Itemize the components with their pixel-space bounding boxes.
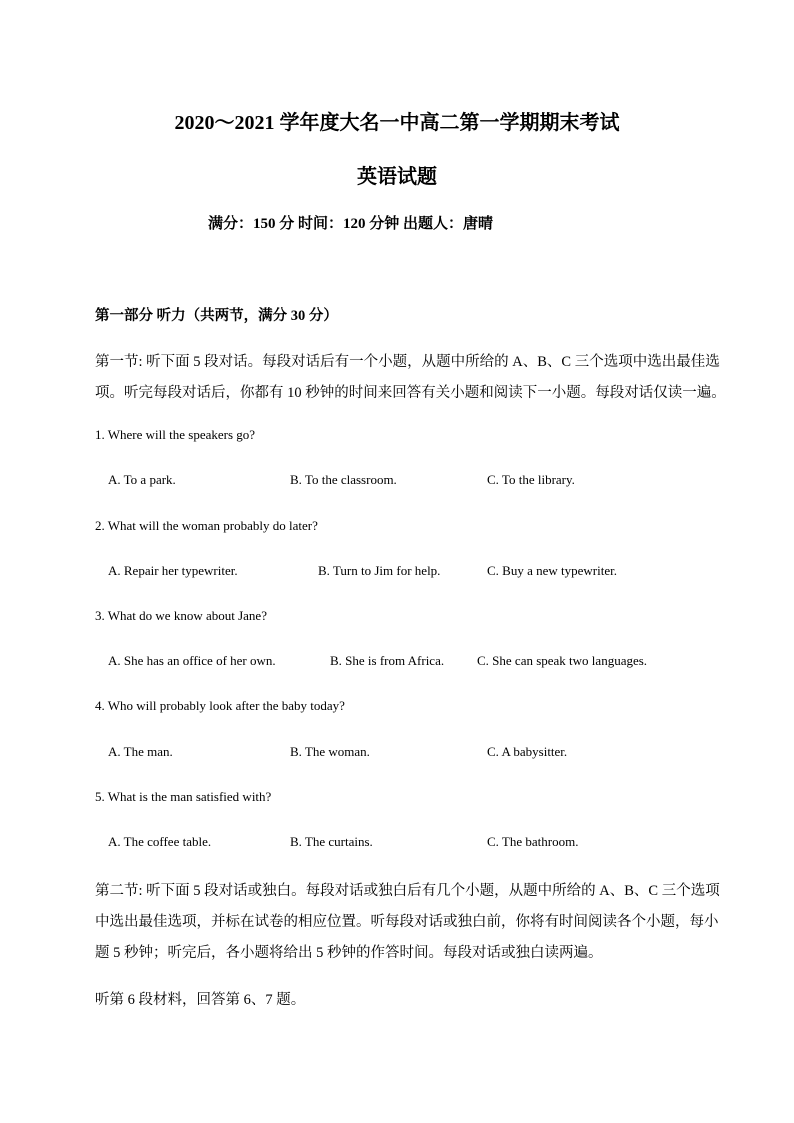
question-2-option-a: A. Repair her typewriter. [108, 563, 238, 578]
question-2: 2. What will the woman probably do later? [95, 518, 318, 533]
question-4: 4. Who will probably look after the baby today? [95, 698, 345, 713]
question-4-option-a: A. The man. [108, 744, 173, 759]
question-2-option-b: B. Turn to Jim for help. [318, 563, 441, 578]
question-1-option-b: B. To the classroom. [290, 472, 397, 487]
material-6-instruction: 听第 6 段材料，回答第 6、7 题。 [95, 992, 306, 1008]
question-3-option-c: C. She can speak two languages. [477, 653, 648, 668]
question-4-option-b: B. The woman. [290, 744, 370, 759]
question-5-option-b: B. The curtains. [290, 834, 373, 849]
section1-intro-line1: 第一节: 听下面 5 段对话。每段对话后有一个小题，从题中所给的 A、B、C 三个选项中选出最佳选 [95, 354, 720, 370]
question-3-option-b: B. She is from Africa. [330, 653, 445, 668]
section2-intro-line2: 中选出最佳选项，并标在试卷的相应位置。听每段对话或独白前，你将有时间阅读各个小题，每小 [95, 914, 719, 930]
question-5-option-c: C. The bathroom. [487, 834, 579, 849]
question-1-option-c: C. To the library. [487, 472, 575, 487]
question-5: 5. What is the man satisfied with? [95, 789, 272, 804]
exam-title: 2020～2021 学年度大名一中高二第一学期期末考试 [174, 112, 620, 134]
section1-intro-line2: 项。听完每段对话后，你都有 10 秒钟的时间来回答有关小题和阅读下一小题。每段对话仅读一遍。 [95, 385, 726, 401]
part1-heading: 第一部分 听力（共两节，满分 30 分） [95, 308, 338, 324]
exam-subtitle: 英语试题 [357, 166, 437, 188]
exam-info: 满分：150 分 时间：120 分钟 出题人：唐晴 [208, 216, 494, 232]
section2-intro-line3: 题 5 秒钟；听完后，各小题将给出 5 秒钟的作答时间。每段对话或独白读两遍。 [95, 945, 603, 961]
question-3-option-a: A. She has an office of her own. [108, 653, 276, 668]
question-1-option-a: A. To a park. [108, 472, 176, 487]
question-4-option-c: C. A babysitter. [487, 744, 568, 759]
question-5-option-a: A. The coffee table. [108, 834, 212, 849]
section2-intro-line1: 第二节: 听下面 5 段对话或独白。每段对话或独白后有几个小题，从题中所给的 A、B、C 三个选项 [95, 883, 720, 899]
question-3: 3. What do we know about Jane? [95, 608, 267, 623]
question-2-option-c: C. Buy a new typewriter. [487, 563, 617, 578]
question-1: 1. Where will the speakers go? [95, 427, 256, 442]
